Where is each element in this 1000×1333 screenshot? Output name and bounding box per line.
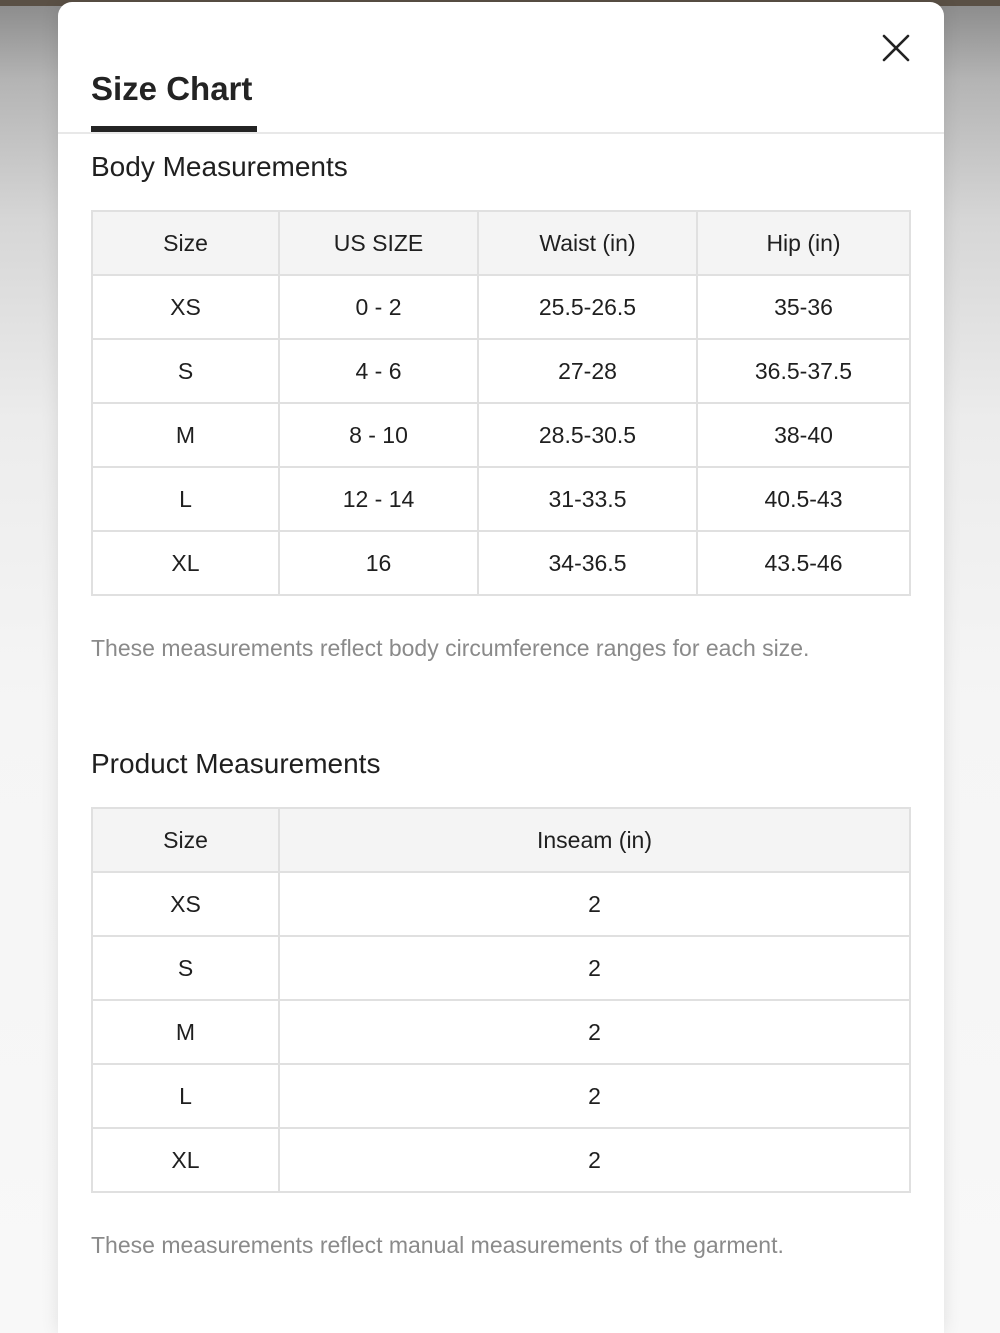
table-cell: 2 [279, 1064, 910, 1128]
table-cell: 36.5-37.5 [697, 339, 910, 403]
table-cell: S [92, 339, 279, 403]
column-header: US SIZE [279, 211, 478, 275]
table-cell: 35-36 [697, 275, 910, 339]
tab-bar [58, 2, 944, 134]
table-cell: L [92, 467, 279, 531]
table-cell: XL [92, 1128, 279, 1192]
body-measurements-note: These measurements reflect body circumference ranges for each size. [91, 635, 810, 661]
table-row [92, 467, 910, 531]
table-cell: XL [92, 531, 279, 595]
column-header: Inseam (in) [279, 808, 910, 872]
table-cell: 40.5-43 [697, 467, 910, 531]
table-cell: 38-40 [697, 403, 910, 467]
table-header-row [92, 808, 910, 872]
table-row [92, 872, 910, 936]
product-measurements-table [91, 807, 911, 1193]
table-row [92, 531, 910, 595]
product-measurements-note: These measurements reflect manual measurements of the garment. [91, 1232, 784, 1258]
table-header-row [92, 211, 910, 275]
table-row [92, 275, 910, 339]
table-cell: 2 [279, 872, 910, 936]
active-tab-indicator [91, 126, 257, 132]
table-row [92, 339, 910, 403]
table-cell: 27-28 [478, 339, 697, 403]
table-cell: XS [92, 275, 279, 339]
column-header: Waist (in) [478, 211, 697, 275]
table-cell: XS [92, 872, 279, 936]
table-row [92, 1128, 910, 1192]
table-cell: M [92, 403, 279, 467]
table-cell: 12 - 14 [279, 467, 478, 531]
table-row [92, 936, 910, 1000]
table-cell: 0 - 2 [279, 275, 478, 339]
table-cell: 4 - 6 [279, 339, 478, 403]
table-cell: 16 [279, 531, 478, 595]
tab-size-chart[interactable]: Size Chart [91, 70, 253, 107]
table-cell: 2 [279, 1000, 910, 1064]
table-cell: 8 - 10 [279, 403, 478, 467]
column-header: Size [92, 211, 279, 275]
table-row [92, 1000, 910, 1064]
column-header: Hip (in) [697, 211, 910, 275]
size-chart-modal [58, 2, 944, 1333]
table-cell: 34-36.5 [478, 531, 697, 595]
table-cell: 31-33.5 [478, 467, 697, 531]
table-cell: 25.5-26.5 [478, 275, 697, 339]
body-measurements-title: Body Measurements [91, 151, 348, 182]
table-row [92, 403, 910, 467]
body-measurements-table [91, 210, 911, 596]
table-cell: 2 [279, 1128, 910, 1192]
product-measurements-title: Product Measurements [91, 748, 381, 779]
table-cell: 28.5-30.5 [478, 403, 697, 467]
table-cell: S [92, 936, 279, 1000]
table-cell: M [92, 1000, 279, 1064]
table-row [92, 1064, 910, 1128]
table-cell: 2 [279, 936, 910, 1000]
table-cell: 43.5-46 [697, 531, 910, 595]
column-header: Size [92, 808, 279, 872]
table-cell: L [92, 1064, 279, 1128]
